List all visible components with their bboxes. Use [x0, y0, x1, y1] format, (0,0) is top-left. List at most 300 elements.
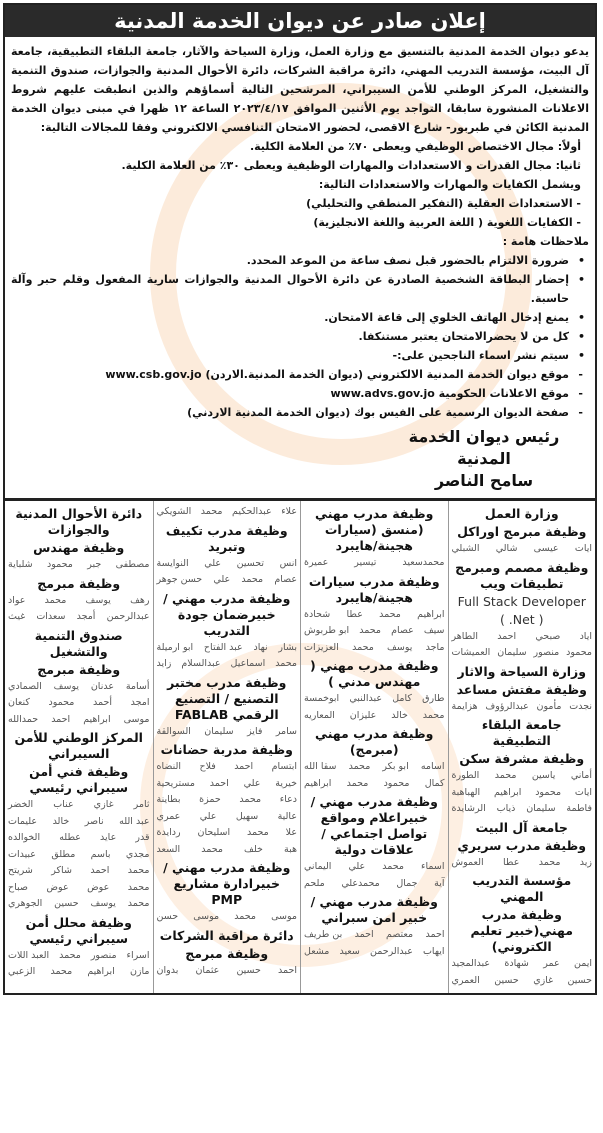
section-heading: وظيفة مدربة حضانات [160, 742, 293, 757]
name-part: سهيل [235, 810, 259, 822]
name-part: الخوالده [8, 832, 41, 843]
name-part: كمال [424, 777, 445, 789]
name-part: العميشات [451, 647, 491, 658]
name-part: منصور [533, 647, 560, 658]
name-part: علي [213, 574, 231, 585]
name-part: سقا الله [304, 761, 337, 772]
candidate-name [8, 880, 150, 897]
name-part: ايمن [573, 958, 592, 969]
name-part: شلباية [8, 559, 33, 570]
name-part: محمد [200, 506, 223, 517]
candidates-column [153, 501, 301, 993]
note-item: • ضرورة الالتزام بالحضور قبل نصف ساعة من الموعد المحدد. [11, 251, 589, 270]
name-part: محمد [348, 761, 371, 772]
name-part: احمد [234, 761, 254, 772]
name-part: أمجد [76, 611, 96, 622]
name-part: محمد [247, 827, 269, 838]
name-part: ابراهيم [83, 713, 111, 725]
section-heading: وظيفة مدرب مهني / خبيراعلام ومواقع تواصل اجتماعي /علاقات دولية [310, 794, 438, 857]
section-heading: المركز الوطني للأمن السيبراني [14, 730, 143, 761]
candidate-name [304, 776, 445, 793]
name-part: دعاء [279, 794, 297, 805]
name-part: بطاينة [156, 794, 181, 805]
name-part: محمد [127, 881, 150, 893]
name-part: اياد [579, 630, 592, 642]
name-part: عطله [59, 832, 81, 843]
name-part: موسى [271, 911, 297, 922]
name-part: شالي [495, 543, 518, 554]
name-part: سامر [275, 725, 297, 737]
candidate-name [8, 712, 150, 729]
name-part: بشار [278, 641, 297, 653]
candidate-name [8, 964, 150, 981]
section-heading: وظيفة مدرب مهني (مبرمج) [315, 726, 434, 757]
section-heading: وظيفة مدرب تكييف وتبريد [165, 522, 288, 554]
name-part: احمد [497, 630, 517, 642]
candidate-name [157, 640, 298, 657]
section-heading: دائرة مراقبة الشركات [159, 927, 294, 943]
intro-paragraph: يدعو ديوان الخدمة المدنية بالتنسيق مع وزارة العمل، وزارة السياحة والآثار، جامعة البلقاء التطبيقية، جامعة آل البيت، مؤسسة التدريب المهني، دائرة مراقبة الشركات، دائرة الأحوال المدنية والجوازات، صندوق التنمية والتشغيل، المركز الوطني للأمن السيبراني، المرشحين التالية أسماؤهم والذين انطبقت عليهم شروط الاعلانات المنشورة سابقا، التواجد يوم الأثنين الموافق ٢٠٢٣/٤/١٧ الساعة ١٢ ظهرا في مبنى ديوان الخدمة المدنية الكائن في طبربور- شارع الاقصى، لحضور الامتحان التنافسي الالكتروني وفقا للمجالات التالية: [11, 45, 589, 134]
name-part: الصمادي [8, 680, 42, 692]
name-part: باسم [90, 848, 111, 860]
name-part: اسليحان [197, 827, 231, 838]
name-part: عوض [46, 881, 69, 893]
notes-title: ملاحظات هامة : [502, 235, 589, 248]
name-part: هبة [284, 843, 297, 855]
section-heading: وظيفة مصمم ومبرمج تطبيقات ويب [455, 559, 589, 591]
name-part: احمد [90, 865, 110, 876]
name-part: عبدالرحمن [106, 611, 150, 622]
name-part: علي [348, 861, 366, 872]
note-item: • يمنع إدخال الهاتف الخلوي إلى قاعة الامتحان. [11, 308, 589, 327]
name-part: سعيد [339, 945, 360, 957]
name-part: فاطمة [566, 803, 592, 814]
name-part: محمد [127, 898, 150, 909]
candidate-name [452, 541, 593, 558]
name-part: ياسين [531, 770, 556, 781]
name-part: السعد [156, 843, 181, 855]
candidate-name [452, 855, 593, 872]
candidate-name [157, 825, 298, 842]
name-part: ابراهيم [87, 966, 115, 977]
candidate-name [304, 876, 445, 893]
name-part: المعاريه [304, 709, 335, 721]
name-part: عبد الفتاح [203, 641, 243, 653]
section-heading: وظيفة مدرب مهني / خبير امن سبراني [310, 894, 438, 925]
name-part: مطلق [51, 848, 76, 860]
name-part: تحسين [236, 557, 264, 569]
name-part: حسين [494, 974, 519, 986]
section-heading: جامعة البلقاء التطبيقية [481, 717, 562, 748]
name-part: احمد [354, 929, 374, 940]
candidate-name [304, 927, 445, 944]
name-part: الطورة [451, 770, 480, 781]
sub-item: - الكفايات اللغوية ( اللغة العربية واللغة الانجليزية) [313, 216, 581, 229]
includes-line: ويشمل الكفايات والمهارات والاستعدادات التالية: [318, 178, 581, 191]
name-part: عبدالسلام [181, 658, 221, 669]
name-part: صباح [8, 881, 28, 893]
name-part: الرشايدة [451, 803, 486, 814]
name-part: بن طريف [304, 929, 343, 940]
name-part: ابراهيم [417, 608, 445, 620]
name-part: اسراء [126, 949, 150, 961]
name-part: العبد اللات [8, 949, 50, 961]
candidate-name [304, 944, 445, 961]
name-part: الشويكي [156, 506, 192, 517]
publish-text: موقع الاعلانات الحكومية [438, 387, 569, 400]
name-part: محمد [50, 966, 73, 977]
candidate-name [304, 555, 445, 572]
candidate-name [157, 724, 298, 741]
candidate-name [8, 593, 150, 610]
name-part: السوالقة [156, 725, 191, 737]
name-part: زايد [156, 658, 172, 669]
candidate-name [304, 607, 445, 624]
field-two: ثانيا: مجال القدرات و الاستعدادات والمهارات الوظيفية ويعطى ٣٠٪ من العلامة الكلية. [121, 159, 581, 172]
name-part: ابوخمسة [304, 693, 340, 704]
publish-item [11, 403, 589, 422]
candidate-name [304, 640, 445, 657]
candidate-name [8, 896, 150, 913]
name-part: مأمون [536, 700, 562, 712]
candidates-columns [5, 501, 595, 993]
name-part: عصام [274, 574, 297, 585]
name-part: علي [204, 557, 222, 569]
name-part: عليمات [8, 815, 38, 827]
name-part: فلاح [199, 761, 216, 772]
name-part: محمد [379, 608, 401, 620]
publish-item [11, 365, 589, 384]
name-part: ناصر [84, 815, 104, 827]
name-part: علا [285, 827, 297, 838]
signature-name: سامح الناصر [434, 471, 534, 490]
signature-role: رئيس ديوان الخدمة المدنية [408, 427, 560, 468]
name-part: سعدات [36, 611, 66, 622]
section-heading: وظيفة مدرب مهني ( مهندس مدني ) [310, 658, 439, 689]
name-part: حمدالله [8, 713, 39, 725]
name-part: هزايمة [451, 700, 478, 712]
candidate-name [157, 809, 298, 826]
candidate-name [157, 792, 298, 809]
name-part: عبد الله [119, 815, 150, 827]
name-part: محمود [383, 777, 410, 789]
name-part: اسماء [421, 861, 445, 872]
name-part: الجوهري [8, 898, 43, 909]
section-heading: وظيفة مبرمج [37, 661, 121, 677]
name-part: يوسف [53, 680, 80, 692]
name-part: علي [243, 777, 261, 789]
name-part: انس [279, 557, 297, 569]
section-heading: وظيفة مدرب مهني(خبير تعليم الكتروني) [470, 907, 574, 954]
name-part: نجدت [569, 700, 592, 712]
name-part: عثمان [195, 964, 220, 976]
name-part: سليمان [526, 803, 556, 814]
name-part: حسن [156, 911, 179, 922]
advs-link[interactable]: www.advs.gov.jo [330, 387, 435, 400]
name-part: ابراهيم [304, 777, 332, 789]
name-part: جمال [396, 877, 418, 889]
name-part: محمد [44, 594, 67, 606]
name-part: احمد [425, 929, 445, 940]
name-part: موسى [123, 713, 150, 725]
name-part: عميرة [304, 557, 329, 568]
section-heading: جامعة آل البيت [475, 819, 568, 835]
section-heading: صندوق التنمية والتشغيل [34, 627, 123, 659]
name-part: كنعان [8, 697, 30, 708]
candidate-name [452, 629, 593, 646]
name-part: عطا [346, 608, 363, 620]
name-part: جبر [87, 559, 102, 570]
announcement-title: إعلان صادر عن ديوان الخدمة المدنية [5, 5, 595, 37]
name-part: عليزان [349, 709, 377, 721]
name-part: امجد [130, 697, 150, 708]
name-part: خالد [52, 815, 70, 827]
name-part: اسامه [420, 761, 445, 772]
name-part: سليمان [497, 647, 527, 658]
name-part: العمري [451, 974, 480, 986]
section-heading: مؤسسة التدريب المهني [472, 873, 572, 904]
name-part: خالد [391, 709, 408, 721]
section-heading: وظيفة فني أمن سيبراني رئيسي [29, 764, 129, 795]
candidates-column [300, 501, 448, 993]
candidate-name [157, 556, 298, 573]
name-part: سليمان [204, 725, 234, 737]
name-part: محمد [275, 658, 297, 669]
candidate-name [452, 768, 593, 785]
name-part: محمد [234, 911, 256, 922]
name-part: محمدسعيد [402, 557, 445, 568]
name-part: ايات [574, 786, 592, 798]
name-part: عمري [156, 810, 181, 822]
name-part: فايز [247, 725, 263, 737]
candidate-name [304, 759, 445, 776]
publish-text: موقع ديوان الخدمة المدنية الالكتروني (ديوان الخدمة المدنية.الاردن) [205, 368, 569, 381]
section-heading: وظيفة مدرب مهني /خبيرضمان جودة التدريب [163, 590, 291, 638]
name-part: محمود [566, 647, 592, 658]
name-part: رهف [130, 594, 150, 606]
name-part: كامل [392, 693, 412, 704]
name-part: عايد [100, 832, 117, 843]
name-part: نهاد [253, 641, 268, 653]
name-part: ايات [574, 543, 592, 554]
name-part: ابو بكر [382, 761, 409, 772]
section-heading: وظيفة مهندس [33, 540, 125, 555]
name-part: ابو طربوش [304, 625, 350, 636]
note-item: • سيتم نشر اسماء الناجحين على:- [11, 346, 589, 365]
name-part: عالية [277, 810, 297, 822]
name-part: محمد [127, 865, 150, 876]
section-heading: وظيفة مدرب سيارات هجينة/هايبرد [308, 573, 440, 605]
section-heading: وظيفة مبرمج اوراكل [457, 524, 587, 539]
name-part: عبيدات [8, 848, 36, 860]
name-part: عدنان [90, 680, 114, 692]
name-part: ماجد [425, 641, 445, 653]
name-part: شحادة [304, 608, 331, 620]
name-part: ذياب [496, 803, 516, 814]
name-part: عبدالرحمن [369, 945, 413, 957]
name-part: حسين [236, 964, 261, 976]
name-part: محمد [201, 843, 223, 855]
section-heading: وظيفة مدرب سريري [457, 837, 587, 853]
candidate-name [304, 623, 445, 640]
name-part: مستريحية [156, 777, 195, 789]
name-part: ثامر [133, 799, 150, 810]
publish-item [11, 384, 589, 403]
name-part: بدوان [156, 964, 179, 976]
name-part: غازي [93, 799, 114, 810]
note-item: • إحضار البطاقة الشخصية الصادرة عن دائرة الأحوال المدنية والجوازات سارية المفعول وقلم حبر وآلة حاسبة. [11, 270, 589, 308]
candidate-name [452, 956, 593, 973]
name-part: حسين [54, 898, 79, 909]
name-part: احمد [278, 964, 297, 976]
candidate-name [8, 847, 150, 864]
name-part: محمود [535, 786, 562, 798]
name-part: ابو ارميلة [156, 641, 194, 653]
name-part: طارق [422, 693, 445, 704]
section-heading: وزارة السياحة والاثار [457, 663, 587, 679]
section-heading: وزارة العمل [484, 506, 559, 521]
section-heading: وظيفة مفتش مساعد [456, 681, 587, 697]
candidate-name [8, 557, 150, 574]
name-part: مازن [129, 966, 150, 977]
name-part: مجدي [125, 848, 150, 860]
name-part: معتصم [386, 929, 414, 940]
candidate-name [8, 863, 150, 880]
name-part: عيسى [533, 543, 559, 554]
note-item: • كل من لا يحضرالامتحان يعتبر مستنكفا. [11, 327, 589, 346]
candidate-name [452, 801, 593, 818]
name-part: محمدعلي [341, 877, 380, 889]
job-title-latin: Full Stack Developer [457, 593, 586, 609]
name-part: الطاهر [451, 630, 478, 642]
section-heading: وظيفة محلل أمن سيبراني رئيسي [25, 914, 132, 946]
name-part: الزعبي [8, 966, 36, 977]
name-part: علي [199, 810, 217, 822]
name-part: حسين [567, 974, 592, 986]
name-part: مشعل [304, 945, 330, 957]
name-part: غيث [8, 611, 26, 622]
name-part: محمود [47, 559, 73, 570]
candidate-name [8, 814, 150, 831]
name-part: أماني [570, 770, 592, 781]
name-part: محمد [59, 949, 81, 961]
csb-link[interactable]: www.csb.gov.jo [105, 368, 202, 381]
name-part: أحمد [93, 697, 112, 708]
candidate-name [452, 699, 593, 716]
name-part: سيف [423, 625, 445, 636]
name-part: الهباهبة [451, 786, 481, 798]
name-part: النوايسة [156, 557, 189, 569]
candidate-name [8, 948, 150, 965]
name-part: محمد [352, 641, 374, 653]
announcement-frame [3, 3, 597, 995]
name-part: محمد [239, 794, 262, 805]
candidate-name [157, 656, 298, 673]
name-part: احمد [51, 713, 71, 725]
name-part: صبحي [535, 630, 561, 642]
candidate-name [157, 572, 298, 589]
name-part: شريتح [8, 865, 33, 876]
candidate-name [8, 797, 150, 814]
publish-text: صفحة الديوان الرسمية على الفيس بوك (ديوان الخدمة المدنية الاردني) [187, 406, 569, 419]
name-part: ابتسام [271, 761, 297, 772]
section-heading: دائرة الأحوال المدنية والجوازات [15, 506, 143, 537]
name-part: عوض [87, 881, 110, 893]
name-part: النضاه [156, 761, 182, 772]
name-part: خلف [244, 843, 263, 855]
name-part: عبدالنبي [349, 693, 383, 704]
name-part: يوسف [387, 641, 413, 653]
name-part: عبدالرؤوف [485, 700, 529, 712]
section-heading: وظيفة مدرب مختبر التصنيع / التصنيع الرقمي FABLAB [167, 674, 287, 722]
name-part: شهادة [504, 958, 529, 969]
name-part: محمد [494, 770, 517, 781]
candidate-name [8, 609, 150, 626]
name-part: يوسف [85, 594, 111, 606]
candidate-name [157, 842, 298, 859]
name-part: عطا [503, 856, 520, 868]
name-part: العزيزات [304, 641, 339, 653]
candidate-name [304, 691, 445, 708]
candidate-name [157, 909, 298, 926]
candidate-name [8, 695, 150, 712]
name-part: محمد [538, 856, 561, 868]
name-part: غازي [533, 974, 554, 986]
name-part: احمد [209, 777, 229, 789]
name-part: ايهاب [422, 945, 445, 957]
name-part: الشبلي [451, 543, 480, 554]
job-title-latin: ( .Net ) [499, 611, 544, 627]
candidate-name [157, 504, 298, 521]
name-part: عصام [391, 625, 414, 636]
section-heading: وظيفة مشرفة سكن [459, 751, 585, 766]
candidates-column [448, 501, 596, 993]
name-part: مصطفى [115, 559, 150, 570]
name-part: زيد [579, 856, 592, 868]
name-part: آية [434, 877, 445, 889]
sub-item: - الاستعدادات العقلية (التفكير المنطقي والتحليلي) [306, 197, 581, 210]
candidate-name [304, 859, 445, 876]
name-part: عواد [8, 594, 26, 606]
candidate-name [157, 759, 298, 776]
name-part: أسامة [125, 680, 150, 692]
name-part: العموش [451, 856, 484, 868]
section-heading: وظيفة مبرمج [37, 575, 121, 591]
name-part: موسى [193, 911, 220, 922]
name-part: محمد [346, 777, 369, 789]
candidate-name [452, 785, 593, 802]
candidates-column [5, 501, 153, 993]
name-part: ملحم [304, 877, 325, 889]
section-heading: وظيفة مبرمج [185, 945, 269, 961]
name-part: شاكر [51, 865, 72, 876]
candidate-name [452, 645, 593, 662]
announcement-body [5, 37, 595, 498]
name-part: اسماعيل [230, 658, 266, 669]
name-part: يوسف [90, 898, 116, 909]
name-part: عناب [53, 799, 74, 810]
name-part: ابراهيم [493, 786, 522, 798]
candidate-name [8, 830, 150, 847]
name-part: محمد [241, 574, 264, 585]
name-part: خيرية [275, 777, 297, 789]
name-part: محمد [382, 861, 404, 872]
signature [379, 426, 589, 492]
name-part: محمود [48, 697, 75, 708]
name-part: عبدالمجيد [451, 958, 491, 969]
name-part: منصور [90, 949, 117, 961]
name-part: حسن جوهر [156, 574, 203, 585]
